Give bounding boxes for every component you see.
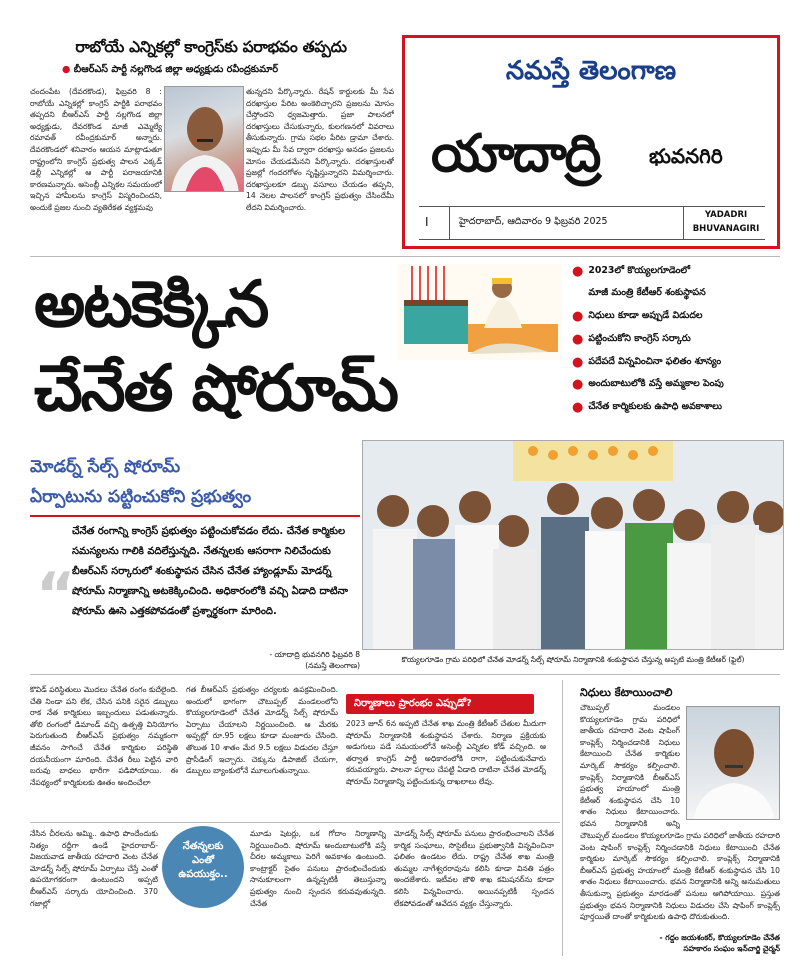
lead-headline-1: అటకెక్కిన — [34, 268, 268, 342]
top-story-col2: తున్నదని పేర్కొన్నారు. రేషన్ కార్డులకు మీ సేవ దరఖాస్తుల పేరిట అంకెలిచ్చారని ప్రజలను మోసం చేస్తోందని ధ్వజమెత్తారు. ప్రజా పాలనలో దరఖాస్తులు చేసుకున్నారు, కులగణనలో వివరాలు తీసుకున్నారు. గ్రామ సభల పేరిట డ్రామా చేశారు. ఇప్పుడు మీ సేవ ద్వారా దరఖాస్తు అనడం ప్రజలను మోసం చేయడమేనని పేర్కొన్నారు. దరఖాస్తులతో ప్రజల్లో గందరగోళం సృష్టిస్తున్నారని విమర్శించారు. దరఖాస్తులకూ డబ్బు వసూలు చేయడం తప్పని, 14 నెలల పాలనలో కాంగ్రెస్ ప్రభుత్వం చేసిందేమీ లేదని విమర్శించారు. — [246, 87, 394, 212]
lead-intro: చేనేత రంగాన్ని కాంగ్రెస్ ప్రభుత్వం పట్టించుకోవడం లేదు. చేనేత కార్మికుల సమస్యలను గాలికి వదిలేస్తున్నది. నేతన్నలకు ఆసరాగా నిలిచేందుకు బీఆర్‌ఎస్ సర్కారులో శంకుస్థాపన చేసిన చేనేత హ్యాండ్లూమ్ మోడర్న్ షోరూమ్ నిర్మాణాన్ని అటకెక్కించింది. అధికారంలోకి వచ్చి ఏడాది దాటినా షోరూమ్ ఊసె ఎత్తకపోవడంతో ప్రశ్నార్థకంగా మారింది. — [72, 526, 348, 617]
bullet-icon: ● — [572, 400, 584, 416]
bullet-icon: ● — [572, 354, 584, 370]
top-story-subhead — [62, 64, 392, 77]
edition-en-1: YADADRI — [704, 210, 748, 220]
divider — [449, 207, 450, 239]
crowd-photo-icon — [363, 441, 784, 650]
divider — [30, 822, 560, 823]
box-headline: నిర్మాణాలు ప్రారంభం ఎప్పుడో? — [346, 694, 534, 714]
masthead-box — [402, 35, 780, 249]
portrait-figure-icon — [165, 87, 244, 192]
bullet-icon: ● — [572, 263, 584, 279]
circle-line-3: ఉపయుక్తం.. — [178, 869, 228, 880]
lead-credit — [200, 649, 360, 671]
portrait-figure-icon — [687, 707, 780, 820]
lead-subhead — [30, 452, 370, 512]
edition-en-2: BHUVANAGIRI — [692, 224, 760, 234]
signature-line-2: సహకారం సంఘం ఇన్‌చార్జి చైర్మన్ — [683, 944, 780, 953]
weaver-illustration — [398, 264, 562, 360]
point-text: పదేపదే విన్నవించినా ఫలితం శూన్యం — [588, 355, 722, 367]
weaver-leader-portrait — [686, 706, 780, 820]
bullet-icon: ● — [572, 331, 584, 347]
edition-subtitle: భువనగిరి — [649, 144, 723, 168]
lead-headline-2: చేనేత షోరూమ్ — [34, 352, 397, 426]
divider — [30, 674, 780, 675]
point-text: అందుబాటులోకి వస్తే అమ్మకాల పెంపు — [588, 378, 724, 390]
loom-weaver-icon — [398, 264, 562, 360]
divider — [562, 680, 563, 956]
side-body-top: చౌటుప్పల్ మండలం కొయ్యలగూడెం గ్రామ పరిధిలో జాతీయ రహదారి వెంట షాపింగ్ కాంప్లెక్స్ నిర్మించడానికి నిధులు కేటాయించి చేనేత కార్మికుల మార్కెట్ సౌకర్యం కల్పించాలి. కాంప్లెక్స్ నిర్మాణానికి బీఆర్‌ఎస్ ప్రభుత్వ హయాంలో మంత్రి కేటీఆర్ శంకుస్థాపన చేసి 10 శాతం నిధులు కేటాయించారు. భవన నిర్మాణానికి అన్ని — [580, 703, 680, 828]
edition-title: యాదాద్రి — [431, 124, 600, 184]
lead-body-col1: కొవిడ్ పరిస్థితులు మొదలు చేనేత రంగం కుదేలైంది. చేతి నిండా పని లేక, చేసిన పనికి సరైన డబ్బులు రాక నేత కార్మికులు ఇబ్బందులు పడుతున్నారు. తోలి రంగంలో డిమాండ్ వచ్చి ఉత్పత్తి వినియోగం పెరుగుతుంది బీఆర్‌ఎస్ ప్రభుత్వం నమ్మకంగా జీవనం సాగించే చేనేత కార్మికుల పరిస్థితి దయనీయంగా మారింది. చేనేత రీలు పెట్టిన వారి బరువు బాధలు భారీగా పడిపోయాయి. ఈ నేపథ్యంలో కార్మికులకు ఊతం అందించేలా — [30, 685, 178, 787]
bullet-icon: ● — [62, 64, 74, 75]
list-item — [572, 287, 784, 301]
key-points-list — [572, 264, 784, 424]
bullet-icon: ● — [572, 309, 584, 325]
point-text: చేనేత కార్మికులకు ఉపాధి అవకాశాలు — [588, 401, 723, 413]
point-text: మాజీ మంత్రి కేటీఆర్ శంకుస్థాపన — [588, 287, 706, 299]
quote-mark-icon: “ — [36, 560, 76, 630]
circle-line-1: నేతన్నలకు — [182, 841, 224, 852]
highlight-circle — [162, 826, 244, 908]
list-item — [572, 310, 784, 324]
list-item — [572, 332, 784, 346]
top-story-subhead-text: బీఆర్‌ఎస్ పార్టీ నల్లగొండ జిల్లా అధ్యక్షుడు రవీంద్రకుమార్ — [73, 64, 279, 75]
divider — [30, 515, 360, 517]
page-marker: I — [425, 215, 429, 229]
lead-body-col2: గత బీఆర్‌ఎస్ ప్రభుత్వం చర్యలకు ఉపక్రమించింది. అందులో భాగంగా చౌటుప్పల్ మండలంలోని కొయ్యలగూడెంలో చేనేత మోడర్న్ సేల్స్ షోరూమ్ ఏర్పాటు చేయాలని నిర్ణయించింది. ఆ మేరకు అప్పట్లో రూ.95 లక్షలు కూడా మంజూరు చేసింది. తొలుత 10 శాతం మేర 9.5 లక్షలు విడుదల చేస్తూ ప్రొసీడింగ్ ఇచ్చారు. చెక్కును డిపాజిట్ చేయగా, డబ్బులు బ్యాంకులోనే మూలుగుతున్నాయి. — [186, 685, 338, 776]
list-item — [572, 355, 784, 369]
circle-line-2: ఎంతో — [192, 855, 214, 866]
top-story-col1: చందంపేట (దేవరకొండ), ఫిబ్రవరి 8 : రాబోయే ఎన్నికల్లో కాంగ్రెస్ పార్టీకి పరాభవం తప్పదని బీఆర్‌ఎస్ పార్టీ నల్లగొండ జిల్లా అధ్యక్షుడు, దేవరకొండ మాజీ ఎమ్మెల్యే రమావత్ రవీంద్రకుమార్ అన్నారు. దేవరకొండలో శనివారం ఆయన మాట్లాడుతూ రాష్ట్రంలోని కాంగ్రెస్ ప్రభుత్వ పాలన ఎక్కడ్ డెల్లీ ఎన్నికల్లో ఆ పార్టీ పరాజయానికి కారణమన్నారు. అసెంబ్లీ ఎన్నికల సమయంలో ఇచ్చిన హామీలను కాంగ్రెస్ విస్మరించిందని, అందుకే ప్రజల నుంచి వ్యతిరేకత వ్యక్తమవు — [30, 87, 162, 212]
politician-portrait-photo — [164, 86, 244, 192]
ktr-foundation-photo — [362, 440, 784, 650]
point-text: 2023లో కొయ్యలగూడెంలో — [588, 264, 691, 276]
lead-subhead-2: ఏర్పాటును పట్టించుకోని ప్రభుత్వం — [30, 487, 252, 507]
paper-name: నమస్తే తెలంగాణ — [505, 56, 677, 86]
list-item — [572, 401, 784, 415]
point-text: పట్టించుకోని కాంగ్రెస్ సర్కారు — [588, 332, 691, 344]
list-item — [572, 378, 784, 392]
point-text: నిధులు కూడా అప్పుడే విడుదల — [588, 310, 703, 322]
signature-line-1: - గద్దం జయశంకర్, కొయ్యలగూడెం చేనేత — [659, 933, 780, 942]
side-headline: నిధులు కేటాయించాలి — [580, 686, 673, 699]
list-item — [572, 264, 784, 278]
credit-line-1: - యాదాద్రి భువనగిరి ఫిబ్రవరి 8 — [269, 650, 360, 659]
top-story-headline: రాబోయే ఎన్నికల్లో కాంగ్రెస్‌కు పరాభవం తప్పదు — [75, 38, 347, 56]
side-body-bottom: చౌటుప్పల్ మండలం కొయ్యలగూడెం గ్రామ పరిధిలో జాతీయ రహదారి వెంట షాపింగ్ కాంప్లెక్స్ నిర్మించడానికి నిధులు కేటాయించి చేనేత కార్మికుల మార్కెట్ సౌకర్యం కల్పించాలి. కాంప్లెక్స్ నిర్మాణానికి బీఆర్‌ఎస్ ప్రభుత్వ హయాంలో మంత్రి కేటీఆర్ శంకుస్థాపన చేసి 10 శాతం నిధులు కేటాయించారు. భవన నిర్మాణానికి అన్ని అనుమతులు తీసుకున్నా ప్రభుత్వం మారడంతో పనులు ఆగిపోయాయి. ప్రస్తుత ప్రభుత్వం భవన నిర్మాణానికి నిధులు విడుదల చేసి షాపింగ్ కాంప్లెక్స్ పూర్తయితే దాంతో కార్మికులకు ఉపాధి దొరుకుతుంది. — [580, 831, 780, 922]
bottom-col3: మోడర్న్ సేల్స్ షోరూమ్ పనులు ప్రారంభించాలని చేనేత కార్మిక సంఘాలు, సొసైటీలు ప్రభుత్వానికి విన్నవించినా ఫలితం ఉండటం లేదు. రాష్ట్ర చేనేత శాఖ మంత్రి తుమ్మల నాగేశ్వరరావును కలిసి కూడా వినతి పత్రం అందజేశారు. ఇటీవల జౌళి శాఖ కమిషనర్‌ను కూడా కలిసి విన్నవించారు. అయినప్పటికీ స్పందన లేకపోవడంతో ఆవేదన వ్యక్తం చేస్తున్నారు. — [394, 829, 554, 908]
divider — [683, 207, 684, 239]
divider — [30, 256, 780, 257]
bullet-icon: ● — [572, 377, 584, 393]
dateline: హైదరాబాద్, ఆదివారం 9 ఫిబ్రవరి 2025 — [459, 216, 608, 227]
bottom-col2: మూడు షెటర్లు, ఒక గోదాం నిర్మాణాన్ని నిర్ణయించింది. షోరూమ్ అందుబాటులోకి వస్తే చీరల అమ్మకాలు పెరిగే అవకాశం ఉంటుంది. కాంట్రాక్టర్ సైతం పనులు ప్రారంభించేందుకు సానుకూలంగా ఉన్నప్పటికీ తెలుస్తున్నా ప్రభుత్వం నుంచి స్పందన కరువవుతున్నది. చేనేత — [250, 829, 386, 908]
photo-caption: కొయ్యలగూడెం గ్రామ పరిధిలో చేనేత మోడర్న్ సేల్స్ షోరూమ్ నిర్మాణానికి శంకుస్థాపన చేస్తున్న అప్పటి మంత్రి కేటీఆర్ (ఫైల్) — [401, 655, 745, 664]
lead-subhead-1: మోడర్న్ సేల్స్ షోరూమ్ — [30, 457, 181, 477]
box-body: 2023 జూన్ 6న అప్పటి చేనేత శాఖ మంత్రి కేటీఆర్ చేతుల మీదుగా షోరూమ్ నిర్మాణానికి శంకుస్థాపన చేశారు. నిర్మాణ ప్రక్రియకు అడుగులు పడే సమయంలోనే అసెంబ్లీ ఎన్నికల కోడ్ వచ్చింది. ఆ తర్వాత కాంగ్రెస్ పార్టీ అధికారంలోకి రాగా, పట్టించుకునేవారు కరువయ్యారు. పాలనా పగ్గాలు చేపట్టి ఏడాది దాటినా చేనేత మోడర్న్ షోరూమ్ నిర్మాణాన్ని పట్టించుకున్న దాఖలాలు లేవు. — [346, 719, 546, 786]
bottom-col1: నేసిన చీరలను అమ్మి.. ఉపాధి పొందేందుకు నిత్యం రద్దీగా ఉండే హైదరాబాద్-విజయవాడ జాతీయ రహదారి వెంట చేనేత మోడర్న్ సేల్స్ షోరూమ్ ఏర్పాటు చేస్తే ఎంతో ఉపయోగకరంగా ఉంటుందని అప్పటి బీఆర్‌ఎస్ సర్కారు యోచించింది. 370 గజాల్లో — [30, 829, 158, 908]
dateline-bar — [419, 206, 765, 240]
side-signature — [580, 932, 780, 954]
credit-line-2: (నమస్తే తెలంగాణ) — [305, 661, 360, 670]
